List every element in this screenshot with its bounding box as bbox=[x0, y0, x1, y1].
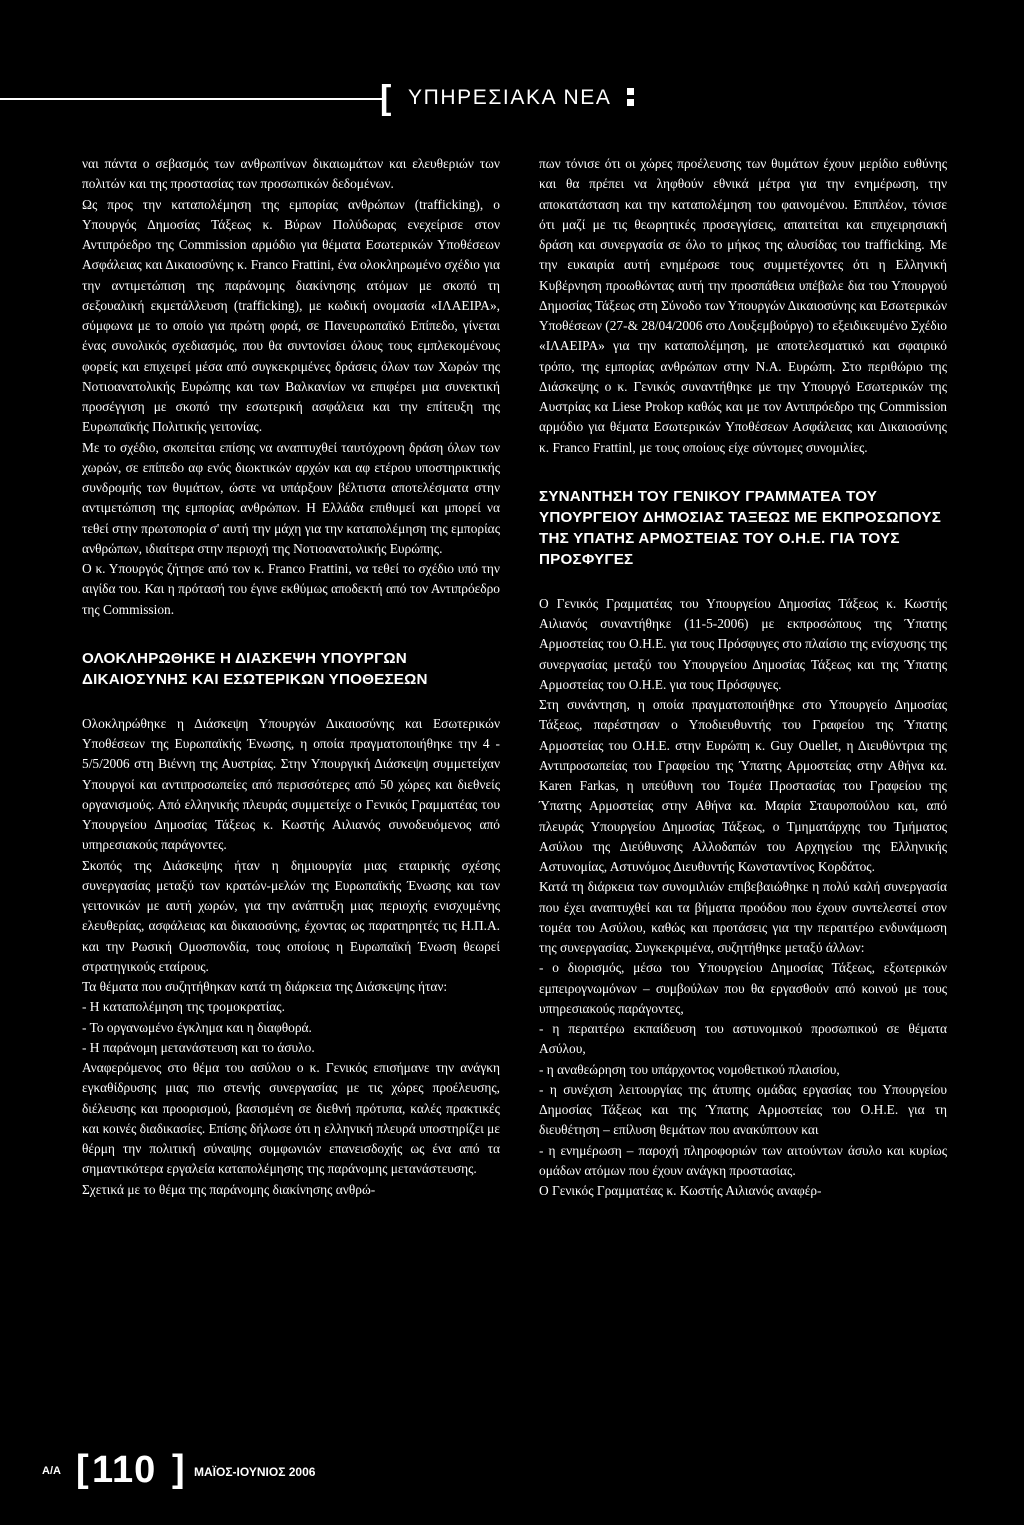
list-item: - η συνέχιση λειτουργίας της άτυπης ομάδας εργασίας του Υπουργείου Δημοσίας Τάξεως και της Ύπατης Αρμοστείας του Ο.Η.Ε. για τη διευθέτηση – επίλυση θεμάτων που ανακύπτουν και bbox=[539, 1081, 947, 1138]
paragraph: Ως προς την καταπολέμηση της εμπορίας ανθρώπων (trafficking), ο Υπουργός Δημοσίας Τάξεως κ. Βύρων Πολύδωρας ενεχείρισε στον Αντιπρόεδρο της Commission αρμόδιο για θέματα Εσωτερικών Υποθέσεων Ασφάλειας και Δικαιοσύνης κ. Franco Frattini, ένα ολοκληρωμένο σχέδιο για την αντιμετώπιση της παράνομης διακίνησης ατόμων με σκοπό τη σεξουαλική εκμετάλλευση (trafficking), με κωδική ονομασία «ΙΛΑΕΙΡΑ», σύμφωνα με το οποίο για πρώτη φορά, σε Πανευρωπαϊκό Επίπεδο, γίνεται ένας συνολικός σχεδιασμός, που θα συντονίσει όλους τους εμπλεκομένους φορείς και επιχειρεί μέσα από συγκεκριμένες δράσεις όλων των Χωρών της Νοτιοανατολικής Ευρώπης και των Βαλκανίων να επιφέρει μια συνεκτική προσέγγιση με σκοπό την εσωτερική ασφάλεια και την επίτευξη της Ευρωπαϊκής Πολιτικής γειτονίας. bbox=[82, 196, 500, 435]
paragraph: πων τόνισε ότι οι χώρες προέλευσης των θυμάτων έχουν μερίδιο ευθύνης και θα πρέπει να ληφθούν εθνικά μέτρα για την ενημέρωση, την αποκατάσταση και την καταπολέμηση του φαινομένου. Επιπλέον, τόνισε ότι μαζί με τις θεωρητικές προσεγγίσεις, απαιτείται και επιχειρησιακή δράση και συνεργασία σε όλο το μήκος της αλυσίδας του trafficking. Με την ευκαιρία αυτή ενημέρωσε τους συμμετέχοντες ότι η Ελληνική Κυβέρνηση προωθώντας αυτή την προσπάθεια υπέβαλε δια του Υπουργού Δημοσίας Τάξεως στη Σύνοδο των Υπουργών Δικαιοσύνης και Εσωτερικών Υποθέσεων (27-& 28/04/2006 στο Λουξεμβούργο) το εξειδικευμένο Σχέδιο «ΙΛΑΕΙΡΑ» για την καταπολέμηση, με αποτελεσματικό και σφαιρικό τρόπο, της εμπορίας ανθρώπων στην Ν.Α. Ευρώπη. Στο περιθώριο της Διάσκεψης ο κ. Γενικός συναντήθηκε με την Υπουργό Εσωτερικών της Αυστρίας κα Liese Prokop καθώς και με τον Αντιπρόεδρο της Commission αρμόδιο για θέματα Εσωτερικών Υποθέσεων Ασφάλειας και Δικαιοσύνης κ. Franco Frattinl, με τους οποίους είχε σύντομες συνομιλίες. bbox=[539, 156, 947, 455]
section-heading: ΟΛΟΚΛΗΡΩΘΗΚΕ Η ΔΙΑΣΚΕΨΗ ΥΠΟΥΡΓΩΝ ΔΙΚΑΙΟΣΥΝΗΣ ΚΑΙ ΕΣΩΤΕΡΙΚΩΝ ΥΠΟΘΕΣΕΩΝ bbox=[82, 649, 428, 688]
paragraph: Ο Γενικός Γραμματέας κ. Κωστής Αιλιανός αναφέρ- bbox=[539, 1183, 822, 1198]
section-title: ΥΠΗΡΕΣΙΑΚΑ ΝΕΑ bbox=[408, 86, 612, 109]
paragraph: Στη συνάντηση, η οποία πραγματοποιήθηκε στο Υπουργείο Δημοσίας Τάξεως, παρέστησαν ο Υποδιευθυντής του Γραφείου της Ύπατης Αρμοστείας του Ο.Η.Ε. στην Ευρώπη κ. Guy Ouellet, η Διευθύντρια της Αντιπροσωπείας του Γραφείου της Ύπατης Αρμοστείας στην Αθήνα κα. Karen Farkas, η υπεύθυνη του Τομέα Προστασίας του Γραφείου της Ύπατης Αρμοστείας στην Αθήνα κα. Μαρία Σταυροπούλου και, από πλευράς Υπουργείου Δημοσίας Τάξεως, ο Τμηματάρχης του Τμήματος Ασύλου της Διεύθυνσης Αλλοδαπών του Αρχηγείου της Ελληνικής Αστυνομίας, Αστυνόμος Διευθυντής Κωνσταντίνος Κορδάτος. bbox=[539, 697, 947, 874]
right-column bbox=[539, 154, 947, 1201]
paragraph: Ολοκληρώθηκε η Διάσκεψη Υπουργών Δικαιοσύνης και Εσωτερικών Υποθέσεων της Ευρωπαϊκής Ένωσης, η οποία πραγματοποιήθηκε την 4 - 5/5/2006 στη Βιέννη της Αυστρίας. Στην Υπουργική Διάσκεψη συμμετείχαν Υπουργοί και αντιπροσωπείες από περισσότερες από 50 χώρες και διεθνείς οργανισμούς. Από ελληνικής πλευράς συμμετείχε ο Γενικός Γραμματέας του Υπουργείου Δημοσίας Τάξεως κ. Κωστής Αιλιανός συνοδευόμενος από υπηρεσιακούς παράγοντες. bbox=[82, 715, 500, 853]
paragraph: Ο Γενικός Γραμματέας του Υπουργείου Δημοσίας Τάξεως κ. Κωστής Αιλιανός συναντήθηκε (11-5-2006) με εκπροσώπους της Ύπατης Αρμοστείας του Ο.Η.Ε. για τους Πρόσφυγες στο πλαίσιο της ενίσχυσης της συνεργασίας μεταξύ του Υπουργείου Δημοσίας Τάξεως και της Ύπατης Αρμοστείας του Ο.Η.Ε. για τους Πρόσφυγες. bbox=[539, 595, 947, 692]
paragraph: Κατά τη διάρκεια των συνομιλιών επιβεβαιώθηκε η πολύ καλή συνεργασία που έχει αναπτυχθεί και τα βήματα προόδου που έχουν συντελεστεί στον τομέα του Ασύλου, καθώς και προτάσεις για την περαιτέρω ενδυνάμωση της συνεργασίας. Συγκεκριμένα, συζητήθηκε μεταξύ άλλων: bbox=[539, 879, 947, 955]
paragraph: Ο κ. Υπουργός ζήτησε από τον κ. Franco Frattini, να τεθεί το σχέδιο υπό την αιγίδα του. Και η πρότασή του έγινε εκθύμως αποδεκτή από τον Αντιπρόεδρο της Commission. bbox=[82, 561, 500, 617]
header-rule bbox=[0, 98, 385, 100]
page-bracket-open: [ bbox=[76, 1448, 89, 1490]
paragraph: ναι πάντα ο σεβασμός των ανθρωπίνων δικαιωμάτων και ελευθεριών των πολιτών και της προστασίας των προσωπικών δεδομένων. bbox=[82, 156, 500, 192]
header-bracket: [ bbox=[380, 79, 392, 117]
paragraph: Τα θέματα που συζητήθηκαν κατά τη διάρκεια της Διάσκεψης ήταν: bbox=[82, 979, 448, 994]
header-dots bbox=[627, 88, 634, 110]
page-number: 110 bbox=[92, 1449, 157, 1491]
section-heading: ΣΥΝΑΝΤΗΣΗ ΤΟΥ ΓΕΝΙΚΟΥ ΓΡΑΜΜΑΤΕΑ ΤΟΥ ΥΠΟΥΡΓΕΙΟΥ ΔΗΜΟΣΙΑΣ ΤΑΞΕΩΣ ΜΕ ΕΚΠΡΟΣΩΠΟΥΣ ΤΗΣ ΥΠΑΤΗΣ ΑΡΜΟΣΤΕΙΑΣ ΤΟΥ Ο.Η.Ε. ΓΙΑ ΤΟΥΣ ΠΡΟΣΦΥΓΕΣ bbox=[539, 487, 942, 568]
page-bracket-close: ] bbox=[172, 1448, 185, 1490]
issue-label: Α/Α bbox=[42, 1465, 61, 1477]
list-item: - Το οργανωμένο έγκλημα και η διαφθορά. bbox=[82, 1019, 312, 1035]
list-item: - ο διορισμός, μέσω του Υπουργείου Δημοσίας Τάξεως, εξωτερικών εμπειρογνωμόνων – συμβούλων που θα εργασθούν από κοινού με τους υπηρεσιακούς παράγοντες, bbox=[539, 960, 947, 1016]
list-item: - η περαιτέρω εκπαίδευση του αστυνομικού προσωπικού σε θέματα Ασύλου, bbox=[539, 1021, 947, 1057]
list-item: - Η καταπολέμηση της τρομοκρατίας. bbox=[82, 999, 285, 1015]
issue-date: ΜΑΪΟΣ-ΙΟΥΝΙΟΣ 2006 bbox=[194, 1465, 316, 1479]
paragraph: Με το σχέδιο, σκοπείται επίσης να αναπτυχθεί ταυτόχρονη δράση όλων των χωρών, σε επίπεδο αφ ενός διωκτικών αρχών και αφ ετέρου υποστηρικτικής συνδρομής των θυμάτων, ώστε να υπάρξουν βέλτιστα αποτελέσματα στην αντιμετώπιση της εμπορίας ανθρώπων. Η Ελλάδα επιθυμεί και μπορεί να τεθεί στην πρωτοπορία σ' αυτή την μάχη για την καταπολέμηση της εμπορίας ανθρώπων, ιδιαίτερα στην περιοχή της Νοτιοανατολικής Ευρώπης. bbox=[82, 439, 500, 556]
paragraph: Σχετικά με το θέμα της παράνομης διακίνησης ανθρώ- bbox=[82, 1181, 376, 1197]
list-item: - η αναθεώρηση του υπάρχοντος νομοθετικού πλαισίου, bbox=[539, 1061, 840, 1077]
section-header bbox=[0, 78, 1024, 118]
paragraph: Σκοπός της Διάσκεψης ήταν η δημιουργία μιας εταιρικής σχέσης συνεργασίας μεταξύ των κρατών-μελών της Ευρωπαϊκής Ένωσης και των γειτονικών με αυτή χωρών, για την ανάπτυξη μιας περιοχής ενισχυμένης ελευθερίας, ασφάλειας και δικαιοσύνης, έχοντας ως παρατηρητές τις Η.Π.Α. και την Ρωσική Ομοσπονδία, τους οποίους η Ευρωπαϊκή Ένωση θεωρεί στρατηγικούς εταίρους. bbox=[82, 857, 500, 974]
paragraph: Αναφερόμενος στο θέμα του ασύλου ο κ. Γενικός επισήμανε την ανάγκη εγκαθίδρυσης μιας πιο στενής συνεργασίας με τις χώρες προέλευσης, διέλευσης και προορισμού, βασισμένη σε διεθνή πρότυπα, καλές πρακτικές και κοινές διαδικασίες. Επίσης δήλωσε ότι η ελληνική πλευρά υποστηρίζει με θέρμη την πολιτική σύναψης συμφωνιών επανεισδοχής ως ένα από τα σημαντικότερα εργαλεία καταπολέμησης της παράνομης μετανάστευσης. bbox=[82, 1060, 500, 1177]
left-column bbox=[82, 154, 500, 1200]
list-item: - Η παράνομη μετανάστευση και το άσυλο. bbox=[82, 1039, 315, 1055]
list-item: - η ενημέρωση – παροχή πληροφοριών των αιτούντων άσυλο και κυρίως ομάδων ατόμων που έχουν ανάγκη προστασίας. bbox=[539, 1142, 947, 1178]
